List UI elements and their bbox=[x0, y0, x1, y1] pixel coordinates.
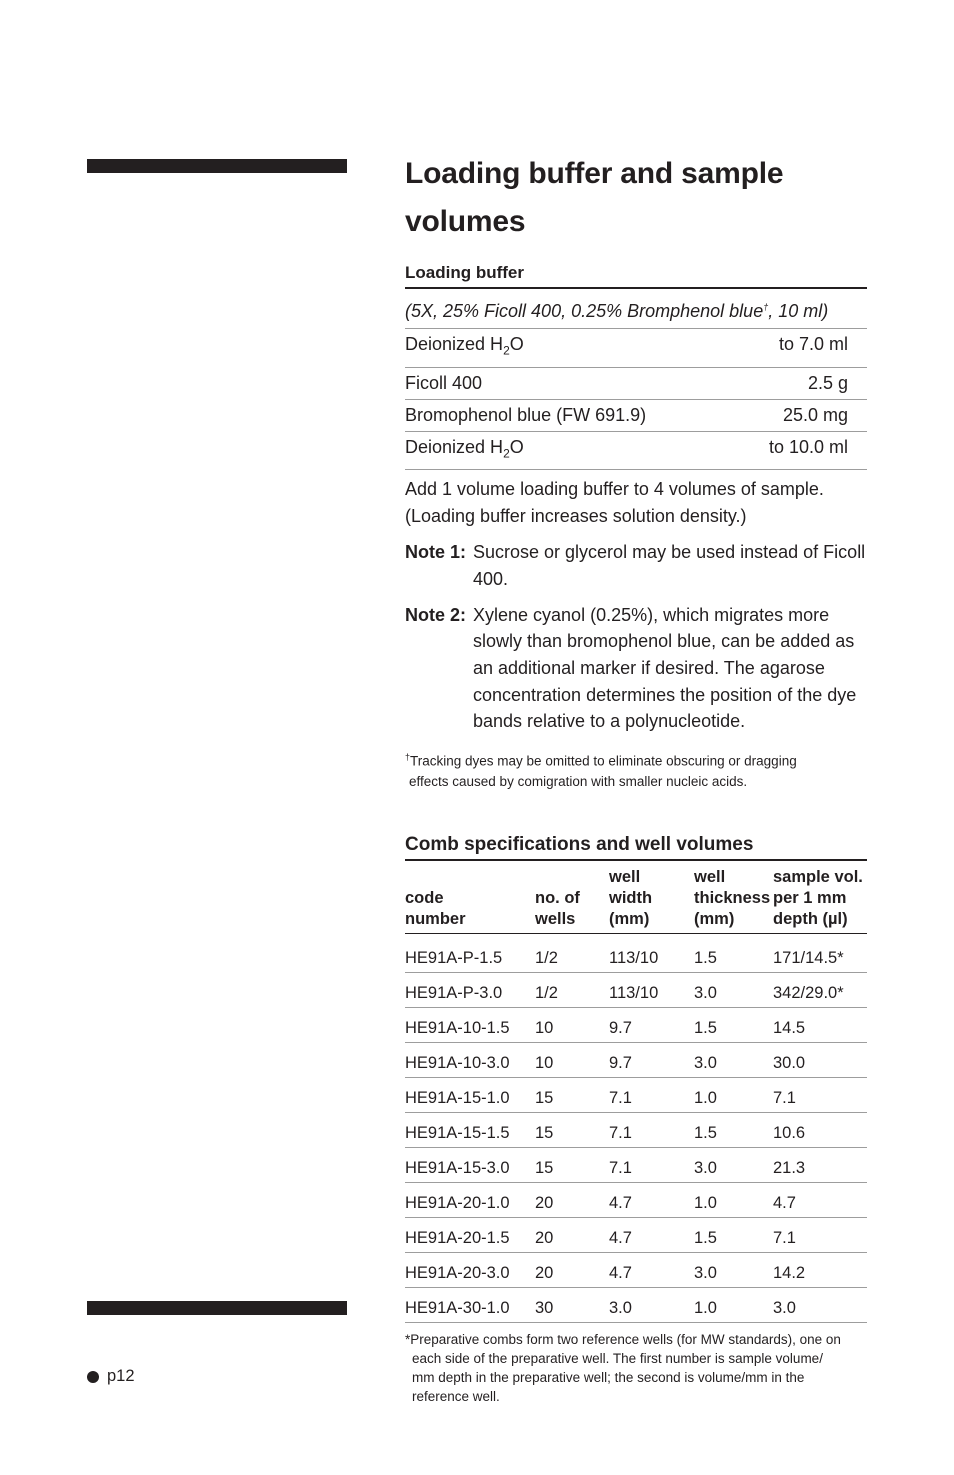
table-cell: 3.0 bbox=[694, 1042, 773, 1077]
ingredient-amount: to 10.0 ml bbox=[768, 436, 848, 457]
table-cell: 9.7 bbox=[609, 1007, 694, 1042]
table-cell: HE91A-15-1.0 bbox=[405, 1077, 535, 1112]
table-row bbox=[405, 1077, 867, 1112]
column-header-line: thickness bbox=[694, 888, 771, 907]
column-header bbox=[535, 861, 609, 934]
table-body bbox=[405, 933, 867, 1322]
table-cell: 10 bbox=[535, 1042, 609, 1077]
table-cell: 15 bbox=[535, 1077, 609, 1112]
ingredient-text: Bromophenol blue (FW 691.9) bbox=[405, 404, 647, 425]
table-cell: 3.0 bbox=[694, 972, 773, 1007]
table-cell: 3.0 bbox=[609, 1287, 694, 1322]
table-cell: HE91A-10-3.0 bbox=[405, 1042, 535, 1077]
recipe-row bbox=[405, 432, 867, 471]
ingredient-subscript: 2 bbox=[503, 446, 510, 461]
ingredient-text-end: O bbox=[509, 436, 524, 457]
loading-buffer-heading: Loading buffer bbox=[405, 263, 867, 289]
comb-footnote-line: each side of the preparative well. The first number is sample volume/ bbox=[412, 1350, 823, 1366]
table-header-row bbox=[405, 861, 867, 934]
table-row bbox=[405, 1007, 867, 1042]
ingredient-amount: 2.5 g bbox=[807, 372, 848, 393]
comb-footnote bbox=[405, 1330, 867, 1406]
table-cell: 9.7 bbox=[609, 1042, 694, 1077]
page-number-text: p12 bbox=[107, 1367, 135, 1385]
recipe-row bbox=[405, 368, 867, 400]
table-row bbox=[405, 972, 867, 1007]
column-header bbox=[609, 861, 694, 934]
comb-spec-table bbox=[405, 861, 867, 1323]
column-header-line: well bbox=[609, 867, 641, 886]
table-cell: 10 bbox=[535, 1007, 609, 1042]
recipe-row bbox=[405, 400, 867, 432]
column-header-line: no. of bbox=[535, 888, 580, 907]
table-cell: 1.5 bbox=[694, 1007, 773, 1042]
table-cell: HE91A-20-3.0 bbox=[405, 1252, 535, 1287]
footnote-dagger: † bbox=[405, 752, 411, 763]
table-cell: 1/2 bbox=[535, 933, 609, 972]
column-header bbox=[694, 861, 773, 934]
table-row bbox=[405, 1287, 867, 1322]
table-cell: 30 bbox=[535, 1287, 609, 1322]
comb-footnote-line: reference well. bbox=[412, 1388, 500, 1404]
table-cell: 4.7 bbox=[609, 1182, 694, 1217]
table-cell: 1.5 bbox=[694, 933, 773, 972]
ingredient-name bbox=[405, 373, 482, 394]
ingredient-text: Ficoll 400 bbox=[405, 372, 483, 393]
table-cell: HE91A-P-3.0 bbox=[405, 972, 535, 1007]
comb-heading: Comb specifications and well volumes bbox=[405, 834, 867, 861]
ingredient-subscript: 2 bbox=[503, 343, 510, 358]
table-cell: 1/2 bbox=[535, 972, 609, 1007]
table-cell: 1.5 bbox=[694, 1112, 773, 1147]
column-header-line: code bbox=[405, 888, 444, 907]
table-row bbox=[405, 1252, 867, 1287]
subtitle-main: (5X, 25% Ficoll 400, 0.25% Bromphenol blue bbox=[405, 301, 764, 321]
table-row bbox=[405, 1182, 867, 1217]
table-cell: 4.7 bbox=[773, 1182, 867, 1217]
table-cell: 113/10 bbox=[609, 933, 694, 972]
comb-footnote-line: mm depth in the preparative well; the second is volume/mm in the bbox=[412, 1369, 805, 1385]
table-cell: HE91A-P-1.5 bbox=[405, 933, 535, 972]
page-number bbox=[87, 1367, 135, 1386]
table-row bbox=[405, 1042, 867, 1077]
table-cell: 1.0 bbox=[694, 1077, 773, 1112]
decorative-bar-top bbox=[87, 159, 347, 173]
table-cell: 14.2 bbox=[773, 1252, 867, 1287]
note-item bbox=[405, 602, 867, 736]
note-text: Sucrose or glycerol may be used instead of Ficoll 400. bbox=[473, 542, 866, 589]
table-cell: 7.1 bbox=[773, 1217, 867, 1252]
table-cell: 7.1 bbox=[773, 1077, 867, 1112]
column-header-line: depth (µl) bbox=[773, 909, 848, 928]
table-cell: HE91A-15-3.0 bbox=[405, 1147, 535, 1182]
table-cell: HE91A-20-1.0 bbox=[405, 1182, 535, 1217]
table-cell: 3.0 bbox=[694, 1252, 773, 1287]
column-header-line: width bbox=[609, 888, 653, 907]
table-row bbox=[405, 933, 867, 972]
page-title: Loading buffer and sample volumes bbox=[405, 157, 784, 238]
column-header-line: well bbox=[694, 867, 726, 886]
table-cell: 113/10 bbox=[609, 972, 694, 1007]
notes-list bbox=[405, 539, 867, 735]
table-cell: 1.5 bbox=[694, 1217, 773, 1252]
column-header-line: per 1 mm bbox=[773, 888, 847, 907]
table-row bbox=[405, 1147, 867, 1182]
column-header-line: sample vol. bbox=[773, 867, 863, 886]
table-cell: 4.7 bbox=[609, 1252, 694, 1287]
table-cell: 7.1 bbox=[609, 1147, 694, 1182]
table-row bbox=[405, 1217, 867, 1252]
table-cell: HE91A-20-1.5 bbox=[405, 1217, 535, 1252]
table-cell: 171/14.5* bbox=[773, 933, 867, 972]
table-cell: HE91A-10-1.5 bbox=[405, 1007, 535, 1042]
comb-footnote-line: *Preparative combs form two reference wells (for MW standards), one on bbox=[405, 1331, 841, 1347]
table-cell: 21.3 bbox=[773, 1147, 867, 1182]
table-cell: 15 bbox=[535, 1112, 609, 1147]
footnote-line-1: Tracking dyes may be omitted to eliminate obscuring or dragging bbox=[410, 753, 797, 769]
table-cell: 20 bbox=[535, 1217, 609, 1252]
table-cell: 7.1 bbox=[609, 1112, 694, 1147]
column-header bbox=[773, 861, 867, 934]
note-text: Xylene cyanol (0.25%), which migrates more slowly than bromophenol blue, can be added as an additional marker if desired. The agarose concentration determines the position of the dye bands relative to a polynucleotide. bbox=[473, 604, 857, 732]
table-cell: 10.6 bbox=[773, 1112, 867, 1147]
table-row bbox=[405, 1112, 867, 1147]
note-item bbox=[405, 539, 867, 592]
main-content bbox=[405, 150, 867, 1406]
footnote-line-2: effects caused by comigration with smaller nucleic acids. bbox=[409, 773, 748, 789]
recipe-row bbox=[405, 329, 867, 368]
table-cell: 1.0 bbox=[694, 1287, 773, 1322]
ingredient-text-end: O bbox=[509, 334, 524, 354]
table-cell: 342/29.0* bbox=[773, 972, 867, 1007]
ingredient-text: Deionized H bbox=[405, 334, 504, 354]
table-cell: 20 bbox=[535, 1252, 609, 1287]
table-cell: HE91A-30-1.0 bbox=[405, 1287, 535, 1322]
decorative-bar-bottom bbox=[87, 1301, 347, 1315]
table-cell: 15 bbox=[535, 1147, 609, 1182]
table-cell: HE91A-15-1.5 bbox=[405, 1112, 535, 1147]
table-cell: 30.0 bbox=[773, 1042, 867, 1077]
subtitle-end: , 10 ml) bbox=[768, 301, 829, 321]
loading-buffer-subtitle bbox=[405, 289, 867, 329]
table-cell: 14.5 bbox=[773, 1007, 867, 1042]
table-cell: 3.0 bbox=[694, 1147, 773, 1182]
note-label: Note 2: bbox=[405, 604, 467, 625]
column-header-line: (mm) bbox=[694, 909, 735, 928]
loading-instruction: Add 1 volume loading buffer to 4 volumes of sample. (Loading buffer increases solution density.) bbox=[405, 479, 824, 527]
ingredient-name bbox=[405, 405, 646, 426]
ingredient-name bbox=[405, 334, 524, 362]
dagger-mark: † bbox=[763, 302, 769, 312]
table-cell: 3.0 bbox=[773, 1287, 867, 1322]
tracking-dye-footnote bbox=[405, 747, 867, 792]
table-cell: 4.7 bbox=[609, 1217, 694, 1252]
column-header bbox=[405, 861, 535, 934]
column-header-line: number bbox=[405, 909, 466, 928]
table-cell: 7.1 bbox=[609, 1077, 694, 1112]
table-cell: 1.0 bbox=[694, 1182, 773, 1217]
recipe-table bbox=[405, 329, 867, 470]
ingredient-text: Deionized H bbox=[405, 436, 504, 457]
ingredient-amount: to 7.0 ml bbox=[778, 334, 848, 354]
column-header-line: wells bbox=[535, 909, 576, 928]
bullet-icon bbox=[87, 1371, 99, 1383]
column-header-line: (mm) bbox=[609, 909, 650, 928]
note-label: Note 1: bbox=[405, 542, 467, 563]
ingredient-amount: 25.0 mg bbox=[782, 404, 848, 425]
ingredient-name bbox=[405, 437, 524, 465]
table-cell: 20 bbox=[535, 1182, 609, 1217]
